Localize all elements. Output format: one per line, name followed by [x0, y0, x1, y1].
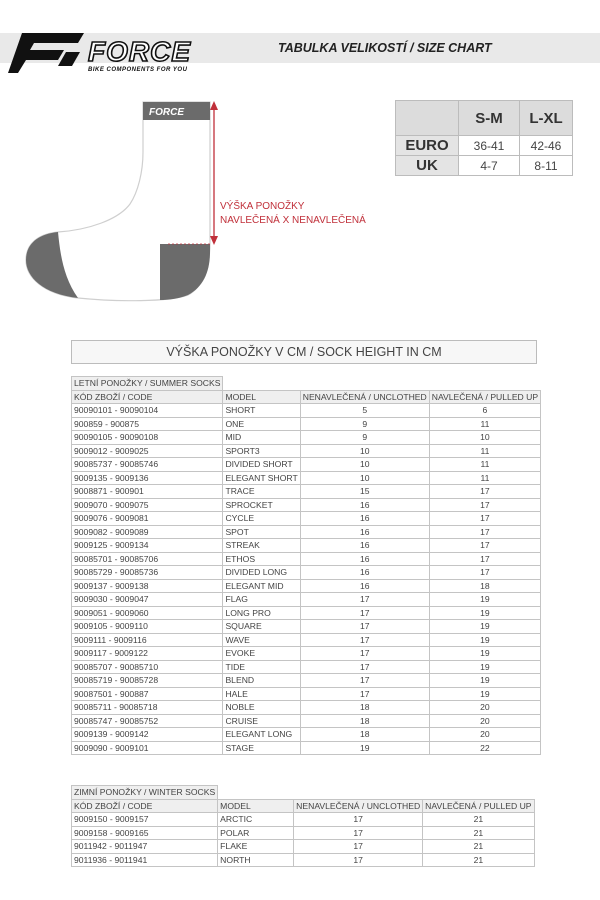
code-cell: 90090105 - 90090108: [72, 431, 223, 445]
size-chart-table: [395, 100, 573, 176]
pulled-up-cell: 17: [429, 566, 540, 580]
table-row: [72, 417, 541, 431]
model-cell: SPROCKET: [223, 498, 300, 512]
unclothed-cell: 18: [300, 728, 429, 742]
unclothed-cell: 17: [294, 826, 423, 840]
code-cell: 9009135 - 9009136: [72, 471, 223, 485]
pulled-up-cell: 11: [429, 471, 540, 485]
code-cell: 9008871 - 900901: [72, 485, 223, 499]
table-row: [72, 525, 541, 539]
code-cell: 90085707 - 90085710: [72, 660, 223, 674]
code-cell: 90085729 - 90085736: [72, 566, 223, 580]
unclothed-cell: 5: [300, 404, 429, 418]
unclothed-cell: 17: [300, 647, 429, 661]
model-cell: FLAKE: [218, 840, 294, 854]
column-header: NAVLEČENÁ / PULLED UP: [423, 799, 534, 813]
unclothed-cell: 16: [300, 525, 429, 539]
unclothed-cell: 9: [300, 417, 429, 431]
pulled-up-cell: 17: [429, 525, 540, 539]
pulled-up-cell: 21: [423, 826, 534, 840]
code-cell: 9009158 - 9009165: [72, 826, 218, 840]
column-header: KÓD ZBOŽÍ / CODE: [72, 799, 218, 813]
unclothed-cell: 17: [294, 853, 423, 867]
sock-height-label: [220, 200, 380, 228]
pulled-up-cell: 17: [429, 485, 540, 499]
group-label-row: [72, 786, 535, 800]
column-header: NENAVLEČENÁ / UNCLOTHED: [300, 390, 429, 404]
summer-socks-table: [71, 376, 541, 755]
code-cell: 90085711 - 90085718: [72, 701, 223, 715]
code-cell: 9009076 - 9009081: [72, 512, 223, 526]
table-row: [72, 471, 541, 485]
model-cell: NORTH: [218, 853, 294, 867]
table-row: [72, 552, 541, 566]
column-header: MODEL: [218, 799, 294, 813]
model-cell: HALE: [223, 687, 300, 701]
unclothed-cell: 10: [300, 458, 429, 472]
size-value: 8-11: [520, 156, 573, 176]
size-value: 42-46: [520, 136, 573, 156]
group-label: ZIMNÍ PONOŽKY / WINTER SOCKS: [72, 786, 218, 800]
table-row: [72, 579, 541, 593]
table-row: [72, 813, 535, 827]
column-header: NAVLEČENÁ / PULLED UP: [429, 390, 540, 404]
unclothed-cell: 17: [300, 620, 429, 634]
model-cell: CYCLE: [223, 512, 300, 526]
code-cell: 9009137 - 9009138: [72, 579, 223, 593]
unclothed-cell: 16: [300, 498, 429, 512]
column-header: NENAVLEČENÁ / UNCLOTHED: [294, 799, 423, 813]
brand-tagline: BIKE COMPONENTS FOR YOU: [88, 67, 188, 73]
unclothed-cell: 17: [294, 813, 423, 827]
unclothed-cell: 18: [300, 701, 429, 715]
model-cell: BLEND: [223, 674, 300, 688]
pulled-up-cell: 19: [429, 687, 540, 701]
pulled-up-cell: 18: [429, 579, 540, 593]
group-label: LETNÍ PONOŽKY / SUMMER SOCKS: [72, 377, 223, 391]
pulled-up-cell: 11: [429, 444, 540, 458]
size-column-header: S-M: [459, 101, 520, 136]
pulled-up-cell: 19: [429, 633, 540, 647]
model-cell: TRACE: [223, 485, 300, 499]
table-row: [72, 512, 541, 526]
code-cell: 90085719 - 90085728: [72, 674, 223, 688]
model-cell: ARCTIC: [218, 813, 294, 827]
column-header: MODEL: [223, 390, 300, 404]
size-value: 36-41: [459, 136, 520, 156]
model-cell: POLAR: [218, 826, 294, 840]
code-cell: 9009150 - 9009157: [72, 813, 218, 827]
table-row: [72, 539, 541, 553]
pulled-up-cell: 21: [423, 840, 534, 854]
model-cell: NOBLE: [223, 701, 300, 715]
table-row: [72, 853, 535, 867]
sock-illustration: [18, 92, 378, 312]
table-row: [72, 566, 541, 580]
table-row: [72, 714, 541, 728]
pulled-up-cell: 10: [429, 431, 540, 445]
code-cell: 9009139 - 9009142: [72, 728, 223, 742]
pulled-up-cell: 21: [423, 813, 534, 827]
page-title: TABULKA VELIKOSTÍ / SIZE CHART: [278, 41, 492, 55]
winter-socks-table: [71, 785, 535, 867]
pulled-up-cell: 22: [429, 741, 540, 755]
model-cell: WAVE: [223, 633, 300, 647]
model-cell: SPOT: [223, 525, 300, 539]
code-cell: 90085737 - 90085746: [72, 458, 223, 472]
unclothed-cell: 17: [300, 606, 429, 620]
table-row: [72, 633, 541, 647]
unclothed-cell: 9: [300, 431, 429, 445]
table-row: [72, 840, 535, 854]
table-row: [72, 741, 541, 755]
code-cell: 90085747 - 90085752: [72, 714, 223, 728]
unclothed-cell: 17: [300, 687, 429, 701]
code-cell: 90090101 - 90090104: [72, 404, 223, 418]
pulled-up-cell: 21: [423, 853, 534, 867]
model-cell: FLAG: [223, 593, 300, 607]
pulled-up-cell: 19: [429, 606, 540, 620]
unclothed-cell: 17: [300, 633, 429, 647]
code-cell: 9009117 - 9009122: [72, 647, 223, 661]
code-cell: 9009125 - 9009134: [72, 539, 223, 553]
pulled-up-cell: 17: [429, 512, 540, 526]
pulled-up-cell: 11: [429, 417, 540, 431]
size-value: 4-7: [459, 156, 520, 176]
table-row: [72, 431, 541, 445]
code-cell: 90085701 - 90085706: [72, 552, 223, 566]
pulled-up-cell: 19: [429, 593, 540, 607]
model-cell: DIVIDED SHORT: [223, 458, 300, 472]
table-row: [72, 485, 541, 499]
table-row: [72, 404, 541, 418]
model-cell: CRUISE: [223, 714, 300, 728]
code-cell: 9009111 - 9009116: [72, 633, 223, 647]
table-row: [72, 826, 535, 840]
code-cell: 90087501 - 900887: [72, 687, 223, 701]
table-row: [72, 660, 541, 674]
pulled-up-cell: 17: [429, 539, 540, 553]
model-cell: DIVIDED LONG: [223, 566, 300, 580]
code-cell: 9009090 - 9009101: [72, 741, 223, 755]
code-cell: 9009051 - 9009060: [72, 606, 223, 620]
model-cell: MID: [223, 431, 300, 445]
unclothed-cell: 17: [300, 674, 429, 688]
pulled-up-cell: 19: [429, 660, 540, 674]
sock-logo-text: FORCE: [149, 107, 184, 118]
section-title: VÝŠKA PONOŽKY V CM / SOCK HEIGHT IN CM: [71, 340, 537, 364]
unclothed-cell: 16: [300, 579, 429, 593]
table-row: [72, 458, 541, 472]
code-cell: 9009105 - 9009110: [72, 620, 223, 634]
pulled-up-cell: 17: [429, 498, 540, 512]
force-emblem-icon: [8, 30, 88, 75]
model-cell: STREAK: [223, 539, 300, 553]
model-cell: ONE: [223, 417, 300, 431]
unclothed-cell: 16: [300, 566, 429, 580]
model-cell: ELEGANT LONG: [223, 728, 300, 742]
table-row: [72, 728, 541, 742]
pulled-up-cell: 20: [429, 728, 540, 742]
model-cell: ELEGANT MID: [223, 579, 300, 593]
code-cell: 9009070 - 9009075: [72, 498, 223, 512]
model-cell: SHORT: [223, 404, 300, 418]
unclothed-cell: 10: [300, 444, 429, 458]
unclothed-cell: 17: [294, 840, 423, 854]
model-cell: STAGE: [223, 741, 300, 755]
size-column-header: L-XL: [520, 101, 573, 136]
table-row: [72, 620, 541, 634]
pulled-up-cell: 19: [429, 620, 540, 634]
table-row: [72, 701, 541, 715]
group-label-row: [72, 377, 541, 391]
table-row: [72, 444, 541, 458]
column-header-row: [72, 390, 541, 404]
column-header: KÓD ZBOŽÍ / CODE: [72, 390, 223, 404]
pulled-up-cell: 20: [429, 701, 540, 715]
force-logo: [8, 30, 228, 75]
table-row: [72, 498, 541, 512]
code-cell: 9011942 - 9011947: [72, 840, 218, 854]
pulled-up-cell: 11: [429, 458, 540, 472]
unclothed-cell: 10: [300, 471, 429, 485]
model-cell: LONG PRO: [223, 606, 300, 620]
unclothed-cell: 16: [300, 539, 429, 553]
code-cell: 9011936 - 9011941: [72, 853, 218, 867]
unclothed-cell: 18: [300, 714, 429, 728]
code-cell: 900859 - 900875: [72, 417, 223, 431]
model-cell: SPORT3: [223, 444, 300, 458]
unclothed-cell: 15: [300, 485, 429, 499]
sock-height-label-line2: NAVLEČENÁ X NENAVLEČENÁ: [220, 215, 366, 226]
table-row: [72, 674, 541, 688]
pulled-up-cell: 17: [429, 552, 540, 566]
table-row: [72, 647, 541, 661]
summer-socks-body: [72, 377, 541, 755]
model-cell: ELEGANT SHORT: [223, 471, 300, 485]
sock-height-label-line1: VÝŠKA PONOŽKY: [220, 201, 305, 212]
model-cell: ETHOS: [223, 552, 300, 566]
code-cell: 9009012 - 9009025: [72, 444, 223, 458]
unclothed-cell: 16: [300, 512, 429, 526]
size-row-label: UK: [396, 156, 459, 176]
size-row-label: EURO: [396, 136, 459, 156]
pulled-up-cell: 19: [429, 674, 540, 688]
unclothed-cell: 16: [300, 552, 429, 566]
model-cell: TIDE: [223, 660, 300, 674]
pulled-up-cell: 20: [429, 714, 540, 728]
table-row: [72, 606, 541, 620]
size-chart-corner: [396, 101, 459, 136]
unclothed-cell: 17: [300, 660, 429, 674]
model-cell: SQUARE: [223, 620, 300, 634]
winter-socks-body: [72, 786, 535, 867]
column-header-row: [72, 799, 535, 813]
code-cell: 9009082 - 9009089: [72, 525, 223, 539]
code-cell: 9009030 - 9009047: [72, 593, 223, 607]
unclothed-cell: 19: [300, 741, 429, 755]
table-row: [72, 593, 541, 607]
pulled-up-cell: 6: [429, 404, 540, 418]
unclothed-cell: 17: [300, 593, 429, 607]
model-cell: EVOKE: [223, 647, 300, 661]
table-row: [72, 687, 541, 701]
pulled-up-cell: 19: [429, 647, 540, 661]
brand-name: FORCE: [88, 36, 191, 67]
